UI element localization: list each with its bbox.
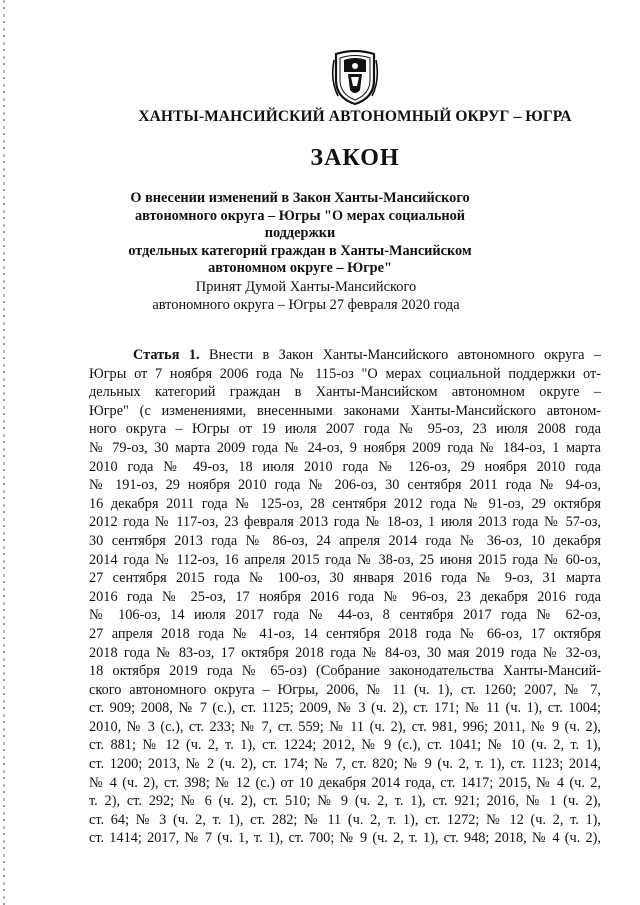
article-line: 16 декабря 2011 года № 125-оз, 28 сентября 2012 года № 91-оз, 29 октября <box>89 495 601 512</box>
article-line: т. 2), ст. 292; № 6 (ч. 2), ст. 510; № 9 (ч. 2, т. 1), ст. 921; 2016, № 1 (ч. 2), <box>89 793 601 810</box>
article-first-line-text: Внести в Закон Ханты-Мансийского автономного округа – <box>208 347 601 363</box>
subject-line: отдельных категорий граждан в Ханты-Мансийском <box>128 242 472 259</box>
article-line: ст. 1200; 2013, № 2 (ч. 2), ст. 174; № 7, ст. 820; № 9 (ч. 2, т. 1), ст. 1123; 2014, <box>89 756 601 773</box>
article-line: Югре" (с изменениями, внесенными законами Ханты-Мансийского автоном- <box>89 402 601 419</box>
article-line: 27 сентября 2015 года № 100-оз, 30 января 2016 года № 9-оз, 31 марта <box>89 570 601 587</box>
region-title: ХАНТЫ-МАНСИЙСКИЙ АВТОНОМНЫЙ ОКРУГ – ЮГРА <box>138 108 572 125</box>
article-line: ного округа – Югры от 19 июля 2007 года № 95-оз, 23 июля 2008 года <box>89 421 601 438</box>
article-line: 2010 года № 49-оз, 18 июля 2010 года № 126-оз, 29 ноября 2010 года <box>89 458 601 475</box>
adoption-line: Принят Думой Ханты-Мансийского <box>195 279 417 295</box>
article-line: № 106-оз, 14 июля 2017 года № 44-оз, 8 сентября 2017 года № 62-оз, <box>89 607 601 624</box>
article-line: ст. 1414; 2017, № 7 (ч. 1, т. 1), ст. 700; № 9 (ч. 2, т. 1), ст. 948; 2018, № 4 (ч. 2), <box>89 830 601 847</box>
article-line: 2018 года № 83-оз, 17 октября 2018 года № 84-оз, 30 мая 2019 года № 32-оз, <box>89 644 601 661</box>
article-line: 30 сентября 2013 года № 86-оз, 24 апреля 2014 года № 36-оз, 10 декабря <box>89 532 601 549</box>
article-line: ст. 881; № 12 (ч. 2, т. 1), ст. 1224; 2012, № 9 (с.), ст. 1041; № 10 (ч. 2, т. 1), <box>89 737 601 754</box>
article-line: 2010, № 3 (с.), ст. 233; № 7, ст. 559; № 11 (ч. 2), ст. 981, 996; 2011, № 9 (ч. 2), <box>89 718 601 735</box>
article-line: Югры от 7 ноября 2006 года № 115-оз "О мерах социальной поддержки от- <box>89 365 601 382</box>
adoption-note <box>120 278 492 314</box>
article-1-text <box>89 346 601 848</box>
article-line: ского автономного округа – Югры, 2006, № 11 (ч. 1), ст. 1260; 2007, № 7, <box>89 681 601 698</box>
article-line: дельных категорий граждан в Ханты-Мансийском автономном округе – <box>89 384 601 401</box>
article-line: ст. 64; № 3 (ч. 2, т. 1), ст. 282; № 11 (ч. 2, т. 1), ст. 1272; № 12 (ч. 2, т. 1), <box>89 811 601 828</box>
subject-line: автономного округа – Югры "О мерах социальной поддержки <box>134 207 466 241</box>
document-type: ЗАКОН <box>310 145 400 171</box>
article-line: № 4 (ч. 2), ст. 398; № 12 (с.) от 10 декабря 2014 года, ст. 1417; 2015, № 4 (ч. 2, <box>89 774 601 791</box>
article-line: № 191-оз, 29 ноября 2010 года № 206-оз, 30 сентября 2011 года № 94-оз, <box>89 477 601 494</box>
subject-line: автономном округе – Югре" <box>208 260 392 276</box>
article-label: Статья 1. <box>133 347 200 363</box>
article-line: № 79-оз, 30 марта 2009 года № 24-оз, 9 ноября 2009 года № 184-оз, 1 марта <box>89 439 601 456</box>
article-line: 2012 года № 117-оз, 23 февраля 2013 года № 18-оз, 1 июля 2013 года № 57-оз, <box>89 514 601 531</box>
article-line: ст. 909; 2008, № 7 (с.), ст. 1125; 2009, № 3 (ч. 2), ст. 171; № 11 (ч. 1), ст. 1004; <box>89 700 601 717</box>
scan-edge <box>3 0 5 905</box>
coat-of-arms-icon <box>330 50 380 106</box>
subject-line: О внесении изменений в Закон Ханты-Мансийского <box>130 190 470 206</box>
law-subject <box>125 190 475 278</box>
article-first-line <box>89 346 601 365</box>
adoption-line: автономного округа – Югры 27 февраля 2020 года <box>152 297 460 313</box>
article-line: 18 октября 2019 года № 65-оз) (Собрание законодательства Ханты-Мансий- <box>89 663 601 680</box>
article-line: 27 апреля 2018 года № 41-оз, 14 сентября 2018 года № 66-оз, 17 октября <box>89 625 601 642</box>
article-line: 2016 года № 25-оз, 17 ноября 2016 года № 96-оз, 23 декабря 2016 года <box>89 588 601 605</box>
article-line: 2014 года № 112-оз, 16 апреля 2015 года № 38-оз, 25 июня 2015 года № 60-оз, <box>89 551 601 568</box>
